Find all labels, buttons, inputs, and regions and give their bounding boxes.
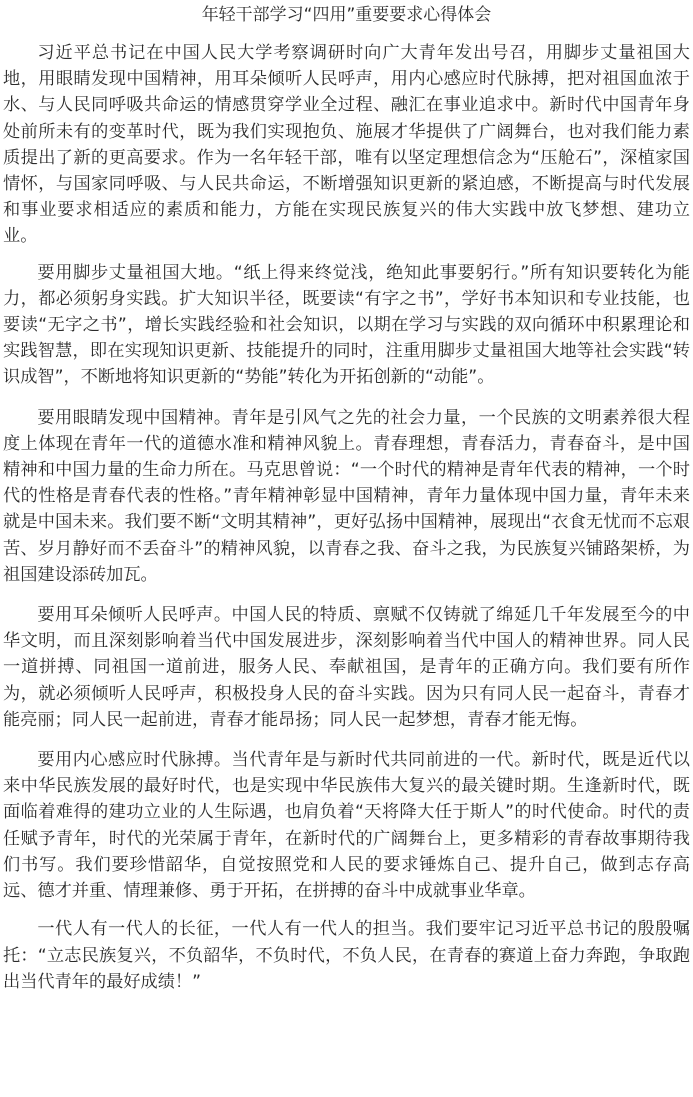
paragraph-ears: 要用耳朵倾听人民呼声。中国人民的特质、禀赋不仅铸就了绵延几千年发展至今的中华文明，而且深刻影响着当代中国发展进步，深刻影响着当代中国人的精神世界。同人民一道拼搏、同祖国一道前进，服务人民、奉献祖国，是青年的正确方向。我们要有所作为，就必须倾听人民呼声，积极投身人民的奋斗实践。因为只有同人民一起奋斗，青春才能亮丽；同人民一起前进，青春才能昂扬；同人民一起梦想，青春才能无悔。 [3, 605, 690, 730]
paragraph-intro: 习近平总书记在中国人民大学考察调研时向广大青年发出号召，用脚步丈量祖国大地，用眼睛发现中国精神，用耳朵倾听人民呼声，用内心感应时代脉搏，把对祖国血浓于水、与人民同呼吸共命运的情感贯穿学业全过程、融汇在事业追求中。新时代中国青年身处前所未有的变革时代，既为我们实现抱负、施展才华提供了广阔舞台，也对我们能力素质提出了新的更高要求。作为一名年轻干部，唯有以坚定理想信念为“压舱石”，深植家国情怀，与国家同呼吸、与人民共命运，不断增强知识更新的紧迫感，不断提高与时代发展和事业要求相适应的素质和能力，方能在实现民族复兴的伟大实践中放飞梦想、建功立业。 [3, 43, 690, 247]
document-title: 年轻干部学习“四用”重要要求心得体会 [201, 5, 492, 25]
paragraph-heart: 要用内心感应时代脉搏。当代青年是与新时代共同前进的一代。新时代，既是近代以来中华民族发展的最好时代，也是实现中华民族伟大复兴的最关键时期。生逢新时代，既面临着难得的建功立业的人生际遇，也肩负着“天将降大任于斯人”的时代使命。时代的责任赋予青年，时代的光荣属于青年，在新时代的广阔舞台上，更多精彩的青春故事期待我们书写。我们要珍惜韶华，自觉按照党和人民的要求锤炼自己、提升自己，做到志存高远、德才并重、情理兼修、勇于开拓，在拼搏的奋斗中成就事业华章。 [3, 750, 690, 902]
paragraph-conclusion: 一代人有一代人的长征，一代人有一代人的担当。我们要牢记习近平总书记的殷殷嘱托：“立志民族复兴，不负韶华，不负时代，不负人民，在青春的赛道上奋力奔跑，争取跑出当代青年的最好成绩！” [3, 919, 690, 992]
paragraph-footsteps: 要用脚步丈量祖国大地。“纸上得来终觉浅，绝知此事要躬行。”所有知识要转化为能力，都必须躬身实践。扩大知识半径，既要读“有字之书”，学好书本知识和专业技能，也要读“无字之书”，增长实践经验和社会知识，以期在学习与实践的双向循环中积累理论和实践智慧，即在实现知识更新、技能提升的同时，注重用脚步丈量祖国大地等社会实践“转识成智”，不断地将知识更新的“势能”转化为开拓创新的“动能”。 [3, 262, 690, 388]
paragraph-eyes: 要用眼睛发现中国精神。青年是引风气之先的社会力量，一个民族的文明素养很大程度上体现在青年一代的道德水准和精神风貌上。青春理想，青春活力，青春奋斗，是中国精神和中国力量的生命力所在。马克思曾说：“一个时代的精神是青年代表的精神，一个时代的性格是青春代表的性格。”青年精神彰显中国精神，青年力量体现中国力量，青年未来就是中国未来。我们要不断“文明其精神”，更好弘扬中国精神，展现出“衣食无忧而不忘艰苦、岁月静好而不丢奋斗”的精神风貌，以青春之我、奋斗之我，为民族复兴铺路架桥，为祖国建设添砖加瓦。 [3, 407, 690, 585]
